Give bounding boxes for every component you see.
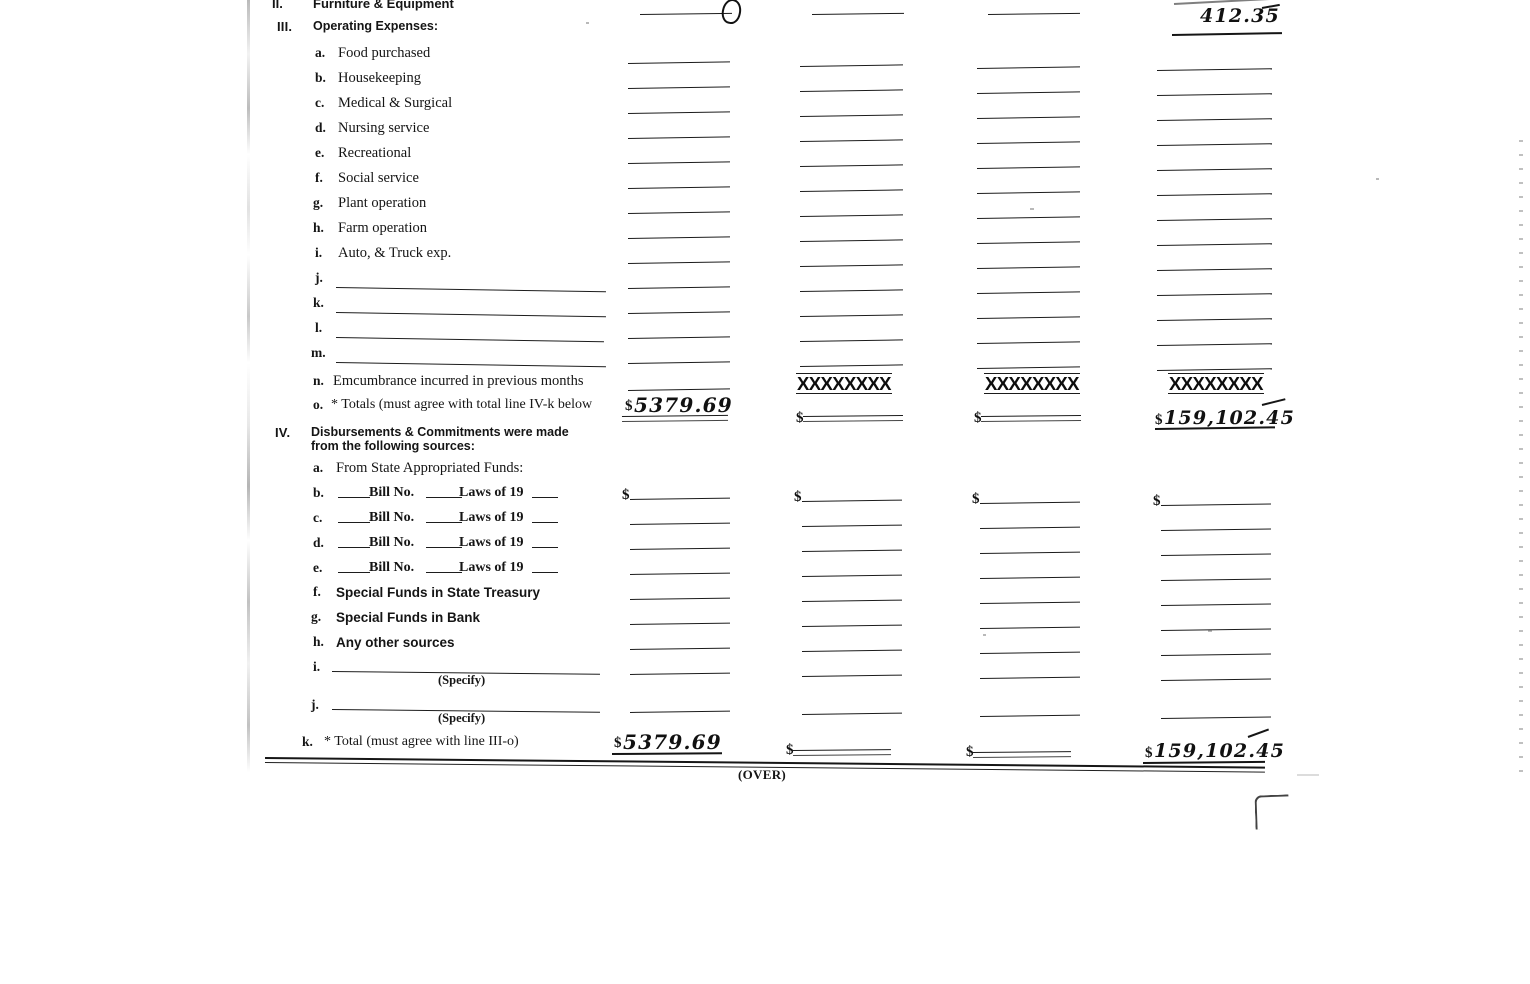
item-label-housekeeping: Housekeeping [338,70,421,86]
speck [983,634,986,636]
item-letter-i: i. [315,245,323,260]
amount-rule-c4-b[interactable] [1157,93,1272,96]
item-letter-e: e. [315,145,325,160]
amount-rule-c2-d[interactable] [800,139,903,142]
amount-rule-c4-iv-h[interactable] [1161,653,1271,656]
bill-blank-b2[interactable] [426,497,462,498]
bill-blank-e1[interactable] [338,572,370,573]
amount-rule-c1-c[interactable] [628,111,730,114]
item-letter-b: b. [315,70,326,85]
item-letter-iv-g: g. [311,609,322,624]
amount-rule-c1-d[interactable] [628,136,730,139]
item-letter-iv-k: k. [302,734,313,749]
item-letter-h: h. [313,220,324,235]
handwritten-underline-c4-iv-k [1143,761,1265,764]
amount-rule-c3-iv-f[interactable] [980,602,1080,604]
speck [586,22,589,24]
currency-symbol-c4-iv-k: $ [1145,745,1153,761]
item-label-encumbrance: Emcumbrance incurred in previous months [333,373,584,389]
section-iii-title: Operating Expenses: [313,19,439,33]
laws-of-label-c: Laws of 19 [459,510,524,525]
item-letter-g: g. [313,195,324,210]
item-label-medical-surgical: Medical & Surgical [338,95,453,111]
bill-no-label-c: Bill No. [369,510,415,525]
amount-rule-c2-k[interactable] [800,314,903,317]
amount-rule-c3-f[interactable] [977,191,1080,194]
amount-rule-c1-iv-d[interactable] [630,548,730,550]
section-iv-title-line1: Disbursements & Commitments were made [311,425,569,439]
amount-rule-c2-iv-f[interactable] [802,600,902,602]
amount-rule-c2-m[interactable] [800,364,903,367]
write-in-line-l[interactable] [336,337,604,342]
amount-rule-c3-h[interactable] [977,241,1080,244]
bill-blank-d2[interactable] [426,547,462,548]
item-letter-iv-b: b. [313,485,324,500]
amount-rule-c1-m[interactable] [628,361,730,364]
scan-right-dots-artifact [1519,140,1523,780]
amount-rule-c1-i[interactable] [628,261,730,264]
amount-rule-c1-iv-c[interactable] [630,523,730,525]
laws-of-label-d: Laws of 19 [459,535,524,550]
amount-rule-c3-iv-d[interactable] [980,552,1080,554]
scan-corner-mark-artifact [1254,794,1289,829]
amount-rule-c1-iv-h[interactable] [630,648,730,650]
item-label-special-funds-state-treasury: Special Funds in State Treasury [336,585,541,600]
item-label-any-other-sources: Any other sources [336,635,455,650]
handwritten-underline-c4-iii-o [1155,426,1275,430]
scan-edge-artifact [247,0,250,772]
amount-rule-c2-f[interactable] [800,189,903,192]
amount-rule-c3-b[interactable] [977,91,1080,94]
amount-rule-c4-j[interactable] [1157,293,1272,296]
total-rule-c3-iv-k[interactable] [973,751,1071,758]
bill-blank-c1[interactable] [338,522,370,523]
total-rule-c3-iii-o[interactable] [981,415,1081,422]
total-rule-c2-iii-o[interactable] [803,415,903,422]
amount-rule-c4-i[interactable] [1157,268,1272,271]
over-footer-note: (OVER) [738,767,787,782]
amount-rule-c4-iv-g[interactable] [1161,628,1271,631]
amount-rule-c2-iv-e[interactable] [802,575,902,577]
roman-numeral-ii: II. [272,0,283,11]
amount-rule-c3-iv-e[interactable] [980,577,1080,579]
write-in-line-k[interactable] [336,312,606,317]
amount-rule-c1-g[interactable] [628,211,730,214]
amount-rule-c4-a[interactable] [1157,68,1272,71]
bill-no-label-d: Bill No. [369,535,415,550]
bill-blank-c3[interactable] [532,522,558,523]
amount-rule-c4-iv-e[interactable] [1161,578,1271,581]
item-label-nursing-service: Nursing service [338,120,430,136]
bill-blank-b3[interactable] [532,497,558,498]
item-label-totals-iii-o: * Totals (must agree with total line IV-k below [331,397,593,412]
item-letter-f: f. [315,170,323,185]
amount-rule-col1-furniture[interactable] [640,13,732,15]
amount-rule-c4-iv-d[interactable] [1161,553,1271,556]
item-label-state-appropriated-funds: From State Appropriated Funds: [336,460,524,476]
blockout-xxxxxxxx-c2-n: XXXXXXXX [797,373,891,394]
item-letter-n: n. [313,373,324,388]
amount-rule-col3-furniture[interactable] [988,13,1080,15]
currency-symbol-c2-iv-b: $ [794,489,802,505]
item-letter-iv-j: j. [311,697,319,712]
amount-rule-c3-a[interactable] [977,66,1080,69]
handwritten-zero-col1 [720,0,743,26]
bill-blank-b1[interactable] [338,497,370,498]
bill-blank-e2[interactable] [426,572,462,573]
item-letter-j: j. [315,270,323,285]
amount-rule-c2-b[interactable] [800,89,903,92]
item-label-auto-truck-exp: Auto, & Truck exp. [338,245,452,261]
item-letter-l: l. [315,320,323,335]
speck [1376,178,1379,180]
blockout-xxxxxxxx-c3-n: XXXXXXXX [985,373,1079,394]
currency-symbol-c2-iii-o: $ [796,410,804,426]
amount-rule-c4-f[interactable] [1157,193,1272,196]
amount-rule-c3-iv-c[interactable] [980,527,1080,529]
item-label-plant-operation: Plant operation [338,195,427,211]
amount-rule-c2-iv-c[interactable] [802,525,902,527]
item-label-food-purchased: Food purchased [338,45,431,61]
item-letter-iv-a: a. [313,460,324,475]
amount-rule-c3-d[interactable] [977,141,1080,144]
handwritten-total-c1-iii-o: 5379.69 [634,393,733,417]
handwritten-dash-c4-iv-k [1248,729,1269,738]
specify-caption-j: (Specify) [438,711,486,725]
amount-rule-c4-iv-j[interactable] [1161,716,1271,719]
total-rule-c2-iv-k[interactable] [793,749,891,756]
amount-rule-c1-iv-g[interactable] [630,623,730,625]
amount-rule-c3-i[interactable] [977,266,1080,269]
amount-rule-c3-k[interactable] [977,316,1080,319]
amount-rule-c3-iv-b[interactable] [980,502,1080,504]
handwritten-total-c4-iii-o: 159,102.45 [1164,407,1295,429]
amount-rule-c1-h[interactable] [628,236,730,239]
amount-rule-c3-c[interactable] [977,116,1080,119]
item-label-total-iv-k: * Total (must agree with line III-o) [324,734,519,749]
currency-symbol-c4-iii-o: $ [1155,412,1163,428]
amount-rule-c3-iv-i[interactable] [980,677,1080,679]
blockout-xxxxxxxx-c4-n: XXXXXXXX [1169,373,1263,394]
amount-rule-c4-iv-f[interactable] [1161,603,1271,606]
item-letter-iv-h: h. [313,634,324,649]
currency-symbol-c1-iv-k: $ [614,735,622,751]
item-label-special-funds-bank: Special Funds in Bank [336,610,481,625]
amount-rule-c4-c[interactable] [1157,118,1272,121]
laws-of-label-b: Laws of 19 [459,485,524,500]
bill-blank-d1[interactable] [338,547,370,548]
amount-rule-c1-iv-j[interactable] [630,711,730,713]
amount-rule-c4-g[interactable] [1157,218,1272,221]
item-letter-d: d. [315,120,326,135]
bill-blank-d3[interactable] [532,547,558,548]
write-in-line-j[interactable] [336,287,606,292]
currency-symbol-c3-iv-k: $ [966,744,974,760]
handwritten-amount-col4-furniture: 412.35 [1200,5,1280,27]
amount-rule-c1-l[interactable] [628,336,730,339]
item-letter-k: k. [313,295,324,310]
amount-rule-c4-iv-b[interactable] [1161,503,1271,506]
amount-rule-c1-j[interactable] [628,286,730,289]
item-label-farm-operation: Farm operation [338,220,427,236]
speck [1297,774,1319,776]
amount-rule-c1-f[interactable] [628,186,730,189]
amount-rule-c4-l[interactable] [1157,343,1272,346]
currency-symbol-c2-iv-k: $ [786,742,794,758]
amount-rule-c2-i[interactable] [800,264,903,267]
handwritten-dash-c4-iii-o [1262,398,1286,406]
amount-rule-c4-k[interactable] [1157,318,1272,321]
amount-rule-c3-iv-h[interactable] [980,652,1080,654]
currency-symbol-c3-iv-b: $ [972,491,980,507]
amount-rule-c1-n[interactable] [628,388,730,391]
amount-rule-c2-h[interactable] [800,239,903,242]
amount-rule-c3-m[interactable] [977,366,1080,369]
amount-rule-c2-iv-d[interactable] [802,550,902,552]
amount-rule-c4-h[interactable] [1157,243,1272,246]
currency-symbol-c1-iii-o: $ [625,398,633,414]
amount-rule-c4-m[interactable] [1157,368,1272,371]
roman-numeral-iii: III. [277,19,293,34]
amount-rule-c3-e[interactable] [977,166,1080,169]
amount-rule-c2-iv-b[interactable] [802,500,902,502]
amount-rule-c1-iv-f[interactable] [630,598,730,600]
currency-symbol-c1-iv-b: $ [622,487,630,503]
amount-rule-c3-iv-j[interactable] [980,715,1080,717]
currency-symbol-c3-iii-o: $ [974,410,982,426]
total-rule-c1-iii-o[interactable] [622,415,728,422]
amount-rule-c2-iv-i[interactable] [802,675,902,677]
handwritten-total-c1-iv-k: 5379.69 [623,730,722,754]
amount-rule-c1-iv-b[interactable] [630,498,730,500]
amount-rule-c2-c[interactable] [800,114,903,117]
section-iv-title-line2: from the following sources: [311,439,475,453]
amount-rule-c4-e[interactable] [1157,168,1272,171]
speck [1030,208,1034,210]
bill-blank-c2[interactable] [426,522,462,523]
item-letter-iv-e: e. [313,560,323,575]
bill-no-label-e: Bill No. [369,560,415,575]
amount-rule-col2-furniture[interactable] [812,13,904,15]
amount-rule-c2-l[interactable] [800,339,903,342]
bill-blank-e3[interactable] [532,572,558,573]
amount-rule-c2-iv-g[interactable] [802,625,902,627]
amount-rule-c2-j[interactable] [800,289,903,292]
amount-rule-c3-l[interactable] [977,341,1080,344]
item-label-furniture-equipment: Furniture & Equipment [313,0,454,11]
handwritten-underline-col4-furniture [1172,32,1282,36]
amount-rule-c4-d[interactable] [1157,143,1272,146]
write-in-line-m[interactable] [336,362,606,367]
handwritten-underline-c1-iv-k [612,752,722,755]
amount-rule-c3-j[interactable] [977,291,1080,294]
amount-rule-c2-a[interactable] [800,64,903,67]
amount-rule-c2-g[interactable] [800,214,903,217]
item-letter-c: c. [315,95,325,110]
roman-numeral-iv: IV. [275,425,291,440]
item-letter-iv-f: f. [313,584,321,599]
amount-rule-c3-iv-g[interactable] [980,627,1080,629]
currency-symbol-c4-iv-b: $ [1153,493,1161,509]
amount-rule-c3-g[interactable] [977,216,1080,219]
amount-rule-c1-k[interactable] [628,311,730,314]
item-letter-a: a. [315,45,326,60]
item-letter-iv-c: c. [313,510,323,525]
specify-caption-i: (Specify) [438,673,486,687]
amount-rule-c2-e[interactable] [800,164,903,167]
amount-rule-c4-iv-c[interactable] [1161,528,1271,531]
laws-of-label-e: Laws of 19 [459,560,524,575]
item-label-recreational: Recreational [338,145,412,161]
amount-rule-c2-iv-j[interactable] [802,713,902,715]
amount-rule-c1-e[interactable] [628,161,730,164]
item-letter-iv-d: d. [313,535,324,550]
amount-rule-c2-iv-h[interactable] [802,650,902,652]
amount-rule-c1-iv-i[interactable] [630,673,730,675]
item-letter-m: m. [311,345,326,360]
item-label-social-service: Social service [338,170,419,186]
bill-no-label-b: Bill No. [369,485,415,500]
item-letter-iv-i: i. [313,659,321,674]
amount-rule-c1-b[interactable] [628,86,730,89]
amount-rule-c1-iv-e[interactable] [630,573,730,575]
amount-rule-c4-iv-i[interactable] [1161,678,1271,681]
amount-rule-c1-a[interactable] [628,61,730,64]
handwritten-total-c4-iv-k: 159,102.45 [1154,740,1285,762]
item-letter-o: o. [313,397,324,412]
